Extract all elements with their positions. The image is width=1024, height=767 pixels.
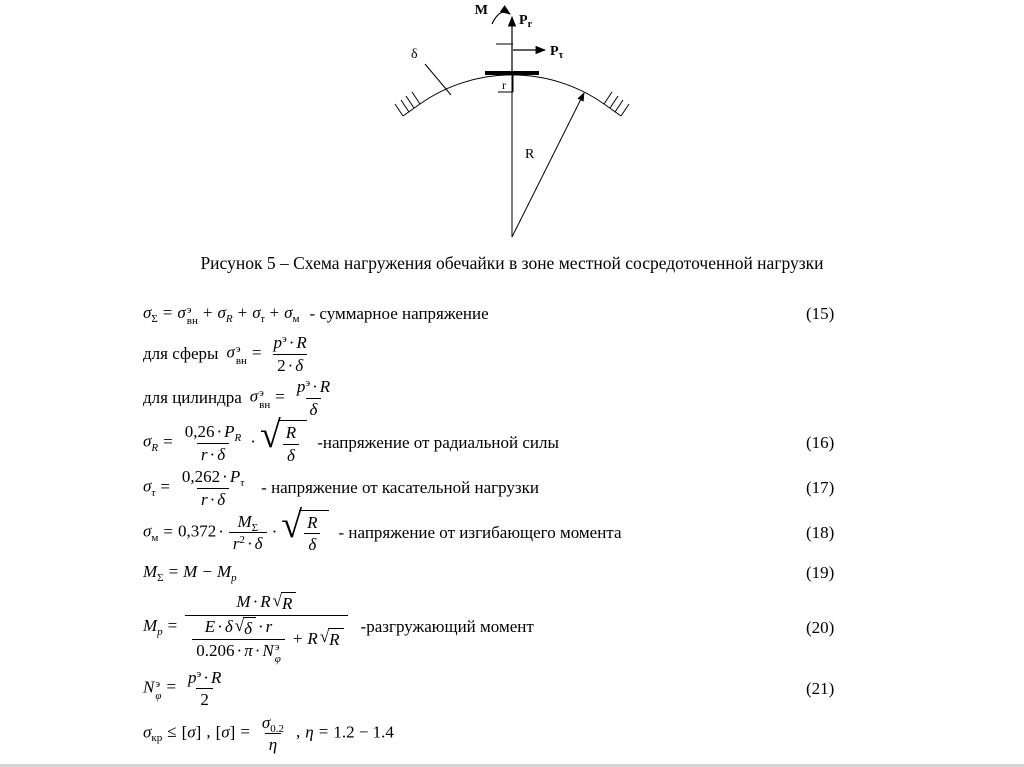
formulas-block (143, 296, 863, 756)
equation-number: (16) (806, 432, 835, 452)
formula-row-bending-stress (143, 504, 863, 556)
formula-row-tangential-stress (143, 466, 863, 510)
support-hatch-right (604, 92, 629, 116)
formula-description: - напряжение от изгибающего момента (338, 522, 622, 542)
label-M: M (474, 3, 488, 18)
equation-number: (21) (806, 678, 835, 698)
sqrt-radical: √ $\frac{R}{\delta}$ (260, 420, 307, 466)
formula-row-sphere (143, 332, 863, 376)
delta-leader-line (425, 64, 451, 95)
equation-number: (19) (806, 562, 835, 582)
fraction: $\frac{0,26 \cdot P_R}{r \cdot \delta}$ (184, 422, 242, 464)
equation-number: (18) (806, 522, 835, 542)
fraction: $\frac{p^э \cdot R}{2 \cdot \delta}$ (273, 333, 307, 375)
formula-row-cylinder (143, 376, 863, 420)
loading-scheme-figure (355, 0, 685, 255)
formula-row-membrane-force (143, 666, 863, 712)
loading-scheme-diagram (355, 0, 685, 250)
formula-description: -разгружающий момент (360, 617, 534, 637)
fraction: $\frac{R}{\delta}$ (303, 512, 321, 556)
sqrt-radical: √ R (273, 592, 297, 614)
formula-description: -напряжение от радиальной силы (317, 432, 559, 452)
equation-number: (17) (806, 477, 835, 497)
equation-number: (15) (806, 303, 835, 323)
label-r: r (502, 78, 506, 92)
formula-prefix-label: для сферы (143, 343, 219, 363)
formula-row-moment-sum (143, 556, 863, 590)
formula-row-radial-stress (143, 414, 863, 466)
formula-row-allowable-stress (143, 712, 863, 756)
fraction: $\frac{\sigma_{0.2}}{\eta}$ (261, 712, 285, 754)
fraction: $\frac{p^э \cdot R}{2}$ (188, 667, 222, 709)
formula-expression: σ э вн = $\frac{p^э \cdot R}{2 \cdot \delta}$ (226, 332, 313, 376)
equation-number: (20) (806, 617, 835, 637)
formula-expression: $\sigma_\Sigma = \sigma$ э вн + $\sigma_R + \sigma_\tau + \sigma_м$ (143, 303, 300, 328)
figure-caption: Рисунок 5 – Схема нагружения обечайки в зоне местной сосредоточенной нагрузки (200, 253, 824, 273)
formula-expression: N э φ = $\frac{p^э \cdot R}{2}$ (143, 667, 228, 711)
label-delta: δ (411, 47, 418, 62)
fraction: $\frac{M_\Sigma}{r^2 \cdot \delta}$ (229, 511, 267, 555)
label-Pr: $P_r$ (519, 13, 533, 30)
fraction: $\frac{R}{\delta}$ (282, 422, 300, 466)
formula-row-sum-stress (143, 296, 863, 332)
formula-expression: $M_\Sigma = M - M_p$ (143, 562, 237, 585)
fraction: $\frac{p^э \cdot R}{\delta}$ (296, 377, 331, 419)
formula-row-unloading-moment (143, 590, 863, 666)
radius-arrow (512, 93, 584, 237)
fraction: $\frac{0,262 \cdot P_\tau}{r \cdot \delta}$ (181, 467, 245, 509)
label-R: R (525, 147, 535, 162)
formula-expression: $\sigma_{кр} \le [\sigma]$ , [σ] = $\frac{\sigma_{0.2}}{\eta}$ , η = 1.2 − 1.4 (143, 712, 394, 754)
sqrt-radical: √ R (320, 628, 344, 650)
formula-description: - суммарное напряжение (309, 303, 489, 323)
fraction: E · δ √ δ · r 0.206 · π · N э φ (192, 616, 285, 664)
sqrt-radical: √ $\frac{R}{\delta}$ (281, 510, 328, 556)
label-Ptau: $P_\tau$ (550, 44, 564, 61)
formula-expression: $\sigma_м = 0,372$ · $\frac{M_\Sigma}{r^2 \cdot \delta}$ · √ $\frac{R}{\delta}$ (143, 510, 329, 556)
moment-arrow (492, 12, 510, 24)
sqrt-radical: √ δ (235, 617, 256, 639)
formula-expression: $\sigma_R$ = $\frac{0,26 \cdot P_R}{r \cdot \delta}$ · √ $\frac{R}{\delta}$ (143, 420, 307, 466)
support-hatch-left (395, 92, 420, 116)
formula-expression: $\sigma_\tau$ = $\frac{0,262 \cdot P_\tau}{r \cdot \delta}$ (143, 466, 251, 510)
formula-expression: σ э вн = $\frac{p^э \cdot R}{\delta}$ (250, 376, 337, 420)
formula-prefix-label: для цилиндра (143, 387, 242, 407)
formula-expression: $M_p$ = M · R √ R E · δ √ δ · r 0.206 · π · N э φ + R √ R (143, 591, 351, 663)
fraction: M · R √ R E · δ √ δ · r 0.206 · π · N э φ + R √ R (185, 591, 347, 663)
formula-description: - напряжение от касательной нагрузки (261, 477, 539, 497)
